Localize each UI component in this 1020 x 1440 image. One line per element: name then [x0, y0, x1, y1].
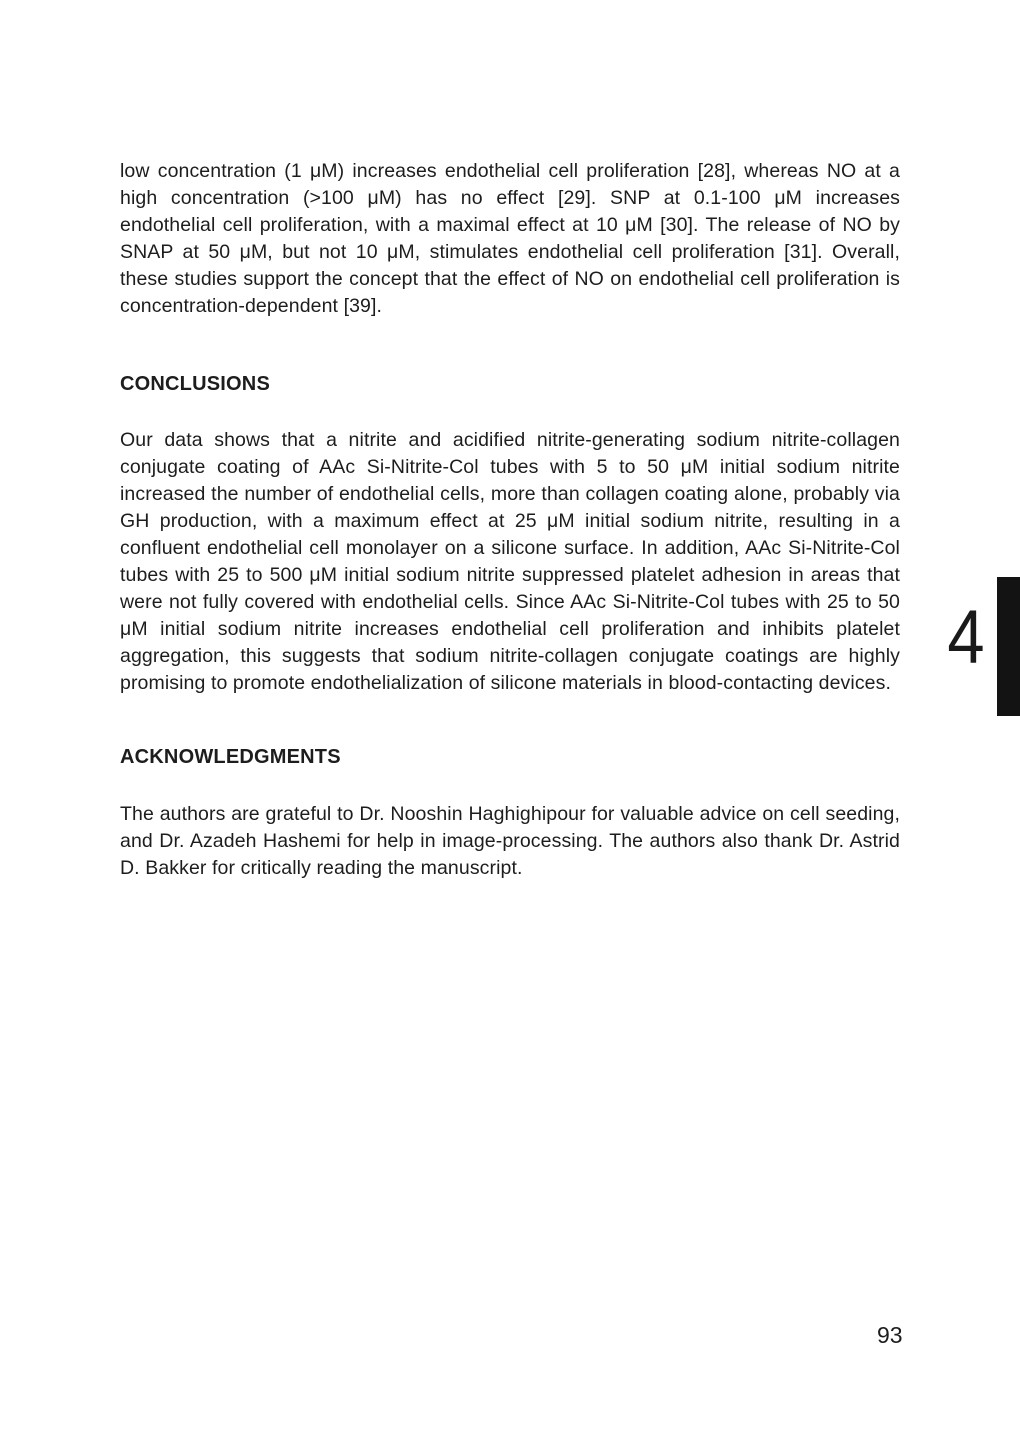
page-number: 93 [877, 1322, 903, 1348]
intro-paragraph: low concentration (1 μM) increases endothelial cell proliferation [28], whereas NO at a high concentration (>100 μM) has no effect [29]. SNP at 0.1-100 μM increases endothelial cell proliferation, with a maximal effect at 10 μM [30]. The release of NO by SNAP at 50 μM, but not 10 μM, stimulates endothelial cell proliferation [31]. Overall, these studies support the concept that the effect of NO on endothelial cell proliferation is concentration-dependent [39]. [120, 160, 900, 317]
chapter-number: 4 [947, 595, 985, 680]
acknowledgments-heading: ACKNOWLEDGMENTS [120, 746, 341, 768]
conclusions-heading: CONCLUSIONS [120, 373, 270, 395]
chapter-tab-bar [997, 577, 1020, 716]
conclusions-paragraph: Our data shows that a nitrite and acidified nitrite-generating sodium nitrite-collagen conjugate coating of AAc Si-Nitrite-Col tubes with 5 to 50 μM initial sodium nitrite increased the number of endothelial cells, more than collagen coating alone, probably via GH production, with a maximum effect at 25 μM initial sodium nitrite, resulting in a confluent endothelial cell monolayer on a silicone surface. In addition, AAc Si-Nitrite-Col tubes with 25 to 500 μM initial sodium nitrite suppressed platelet adhesion in areas that were not fully covered with endothelial cells. Since AAc Si-Nitrite-Col tubes with 25 to 50 μM initial sodium nitrite increases endothelial cell proliferation and inhibits platelet aggregation, this suggests that sodium nitrite-collagen conjugate coatings are highly promising to promote endothelialization of silicone materials in blood-contacting devices. [120, 429, 900, 694]
text-column [120, 158, 900, 882]
acknowledgments-paragraph: The authors are grateful to Dr. Nooshin Haghighipour for valuable advice on cell seeding, and Dr. Azadeh Hashemi for help in image-processing. The authors also thank Dr. Astrid D. Bakker for critically reading the manuscript. [120, 803, 900, 879]
